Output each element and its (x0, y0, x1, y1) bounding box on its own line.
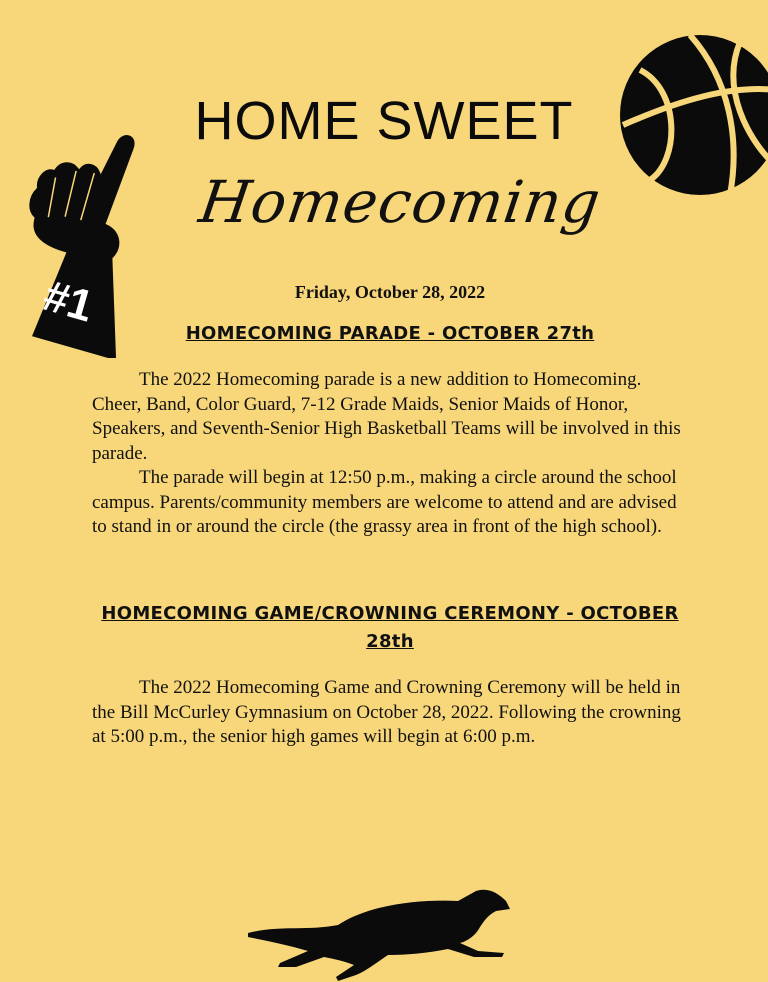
title-homecoming: Homecoming (195, 168, 606, 236)
game-paragraph-1: The 2022 Homecoming Game and Crowning Ceremony will be held in the Bill McCurley Gymnasium on October 28, 2022. Following the crowning at 5:00 p.m., the senior high games will begin at 6:00 p.m. (92, 677, 681, 747)
parade-section (92, 368, 692, 540)
parade-paragraph-1: The 2022 Homecoming parade is a new addition to Homecoming. Cheer, Band, Color Guard, 7-12 Grade Maids, Senior Maids of Honor, Speakers, and Seventh-Senior High Basketball Teams will be involved in this parade. (92, 369, 681, 464)
foam-finger-label: #1 (38, 271, 99, 332)
game-section (92, 676, 692, 750)
event-date: Friday, October 28, 2022 (294, 282, 486, 302)
parade-paragraph-2: The parade will begin at 12:50 p.m., making a circle around the school campus. Parents/community members are welcome to attend and are advised to stand in or around the circle (the grassy area in front of the high school). (92, 467, 677, 537)
parade-heading: HOMECOMING PARADE - OCTOBER 27th (185, 323, 595, 344)
greyhound-icon (248, 885, 518, 982)
title-home-sweet: HOME SWEET (194, 91, 574, 151)
game-heading: HOMECOMING GAME/CROWNING CEREMONY - OCTOBER 28th (101, 603, 679, 652)
